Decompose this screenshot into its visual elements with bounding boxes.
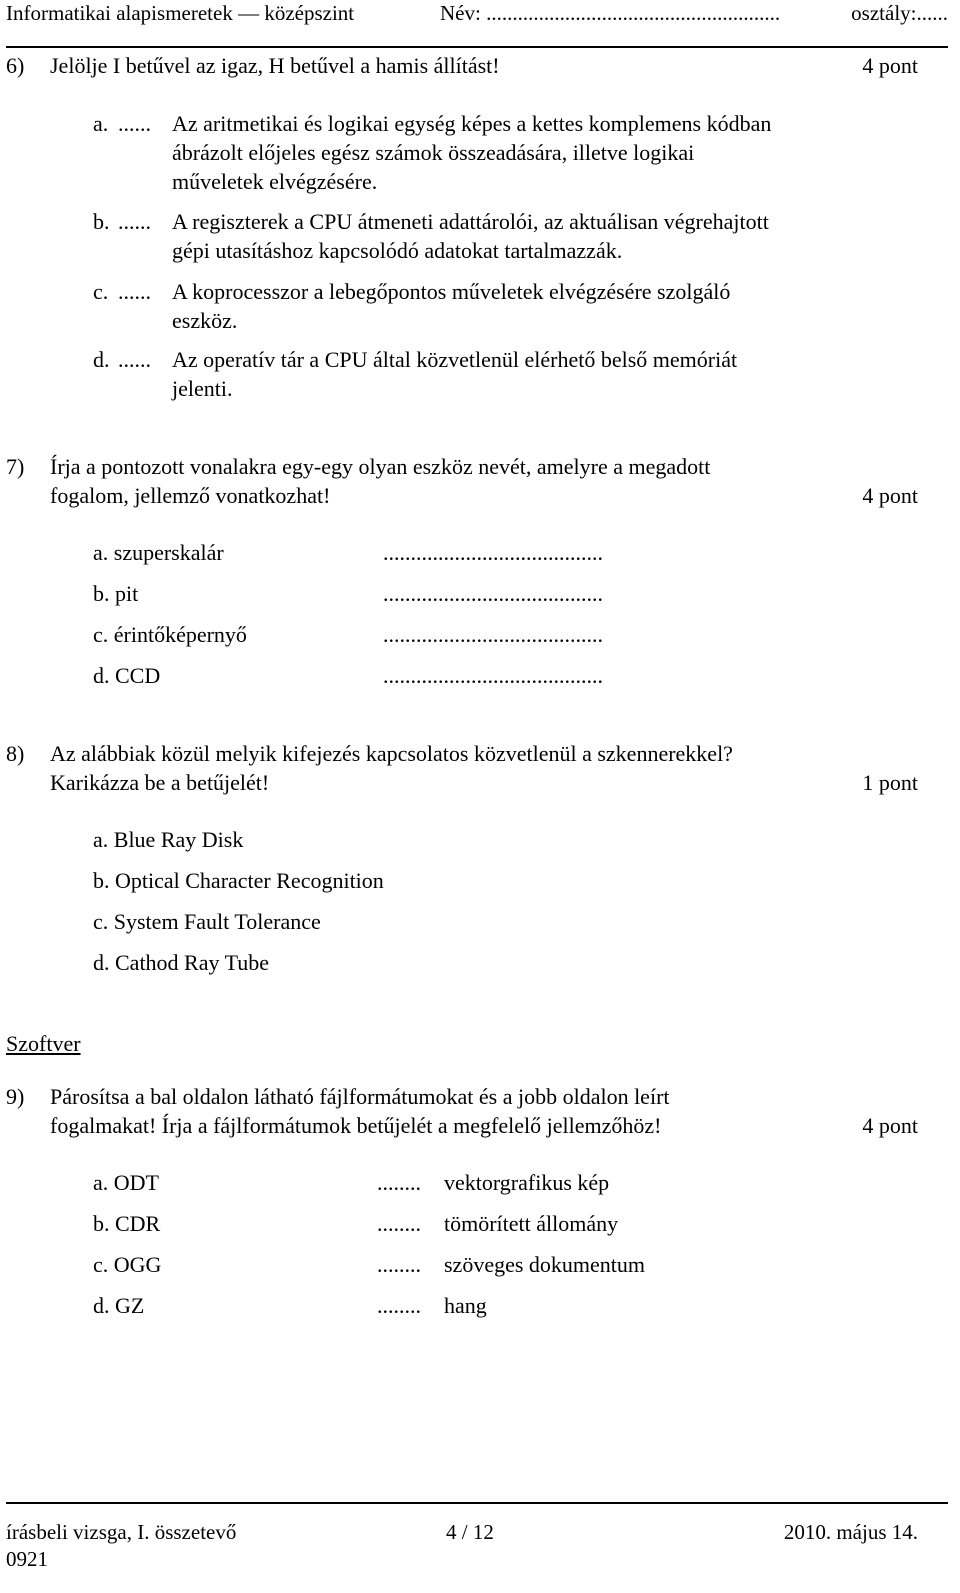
q9-points: 4 pont (862, 1113, 918, 1138)
q6-item-d-line2: jelenti. (172, 376, 233, 401)
q9-blank-1[interactable]: ........ (377, 1170, 421, 1195)
q9-description-3: szöveges dokumentum (444, 1252, 646, 1277)
q6-item-a-label: a. (93, 111, 109, 136)
header-name-field: Név: ........................................................ (440, 1, 781, 25)
footer-exam-label: írásbeli vizsga, I. összetevő (6, 1520, 237, 1544)
q6-item-c-line2: eszköz. (172, 308, 238, 333)
q6-item-d-line1: Az operatív tár a CPU által közvetlenül elérhető belső memóriát (172, 347, 738, 372)
q9-blank-4[interactable]: ........ (377, 1293, 421, 1318)
section-title: Szoftver (6, 1031, 81, 1056)
q6-number: 6) (6, 53, 25, 78)
footer-code: 0921 (6, 1547, 48, 1571)
q9-format-a: a. ODT (93, 1170, 159, 1195)
q8-points: 1 pont (862, 770, 918, 795)
q9-format-d: d. GZ (93, 1293, 145, 1318)
q7-number: 7) (6, 454, 25, 479)
q6-item-a-line2: ábrázolt előjeles egész számok összeadására, illetve logikai (172, 140, 695, 165)
q9-description-4: hang (444, 1293, 487, 1318)
q6-item-d-label: d. (93, 347, 110, 372)
footer-date: 2010. május 14. (783, 1520, 918, 1544)
q9-number: 9) (6, 1084, 25, 1109)
q6-item-b-blank[interactable]: ...... (118, 209, 151, 234)
q6-item-a-line1: Az aritmetikai és logikai egység képes a kettes komplemens kódban (172, 111, 772, 136)
header-subject: Informatikai alapismeretek — középszint (6, 1, 355, 25)
q9-blank-3[interactable]: ........ (377, 1252, 421, 1277)
q7-prompt-line1: Írja a pontozott vonalakra egy-egy olyan eszköz nevét, amelyre a megadott (50, 454, 711, 479)
q6-item-b-line2: gépi utasításhoz kapcsolódó adatokat tartalmazzák. (172, 238, 623, 263)
q6-item-d-blank[interactable]: ...... (118, 347, 151, 372)
q9-prompt-line2: fogalmakat! Írja a fájlformátumok betűjelét a megfelelő jellemzőhöz! (50, 1113, 662, 1138)
q6-item-a-blank[interactable]: ...... (118, 111, 151, 136)
q8-option-c[interactable]: c. System Fault Tolerance (93, 909, 321, 934)
q6-item-c-label: c. (93, 279, 109, 304)
q7-answer-a[interactable]: ........................................ (383, 540, 603, 565)
q8-option-a[interactable]: a. Blue Ray Disk (93, 827, 244, 852)
footer-rule (6, 1502, 948, 1504)
q6-item-b-line1: A regiszterek a CPU átmeneti adattárolói, az aktuálisan végrehajtott (172, 209, 769, 234)
q9-format-b: b. CDR (93, 1211, 161, 1236)
q7-points: 4 pont (862, 483, 918, 508)
q9-description-1: vektorgrafikus kép (444, 1170, 610, 1195)
header-class-field: osztály:...... (851, 1, 948, 25)
q8-option-b[interactable]: b. Optical Character Recognition (93, 868, 384, 893)
q7-answer-c[interactable]: ........................................ (383, 622, 603, 647)
q7-answer-d[interactable]: ........................................ (383, 663, 603, 688)
q6-item-c-line1: A koprocesszor a lebegőpontos műveletek elvégzésére szolgáló (172, 279, 731, 304)
q7-answer-b[interactable]: ........................................ (383, 581, 603, 606)
q8-option-d[interactable]: d. Cathod Ray Tube (93, 950, 270, 975)
q6-prompt: Jelölje I betűvel az igaz, H betűvel a hamis állítást! (50, 53, 500, 78)
q6-item-a-line3: műveletek elvégzésére. (172, 169, 378, 194)
q7-item-b: b. pit (93, 581, 139, 606)
q9-description-2: tömörített állomány (444, 1211, 619, 1236)
q8-prompt-line2: Karikázza be a betűjelét! (50, 770, 270, 795)
header-rule (6, 46, 948, 48)
q9-prompt-line1: Párosítsa a bal oldalon látható fájlformátumokat és a jobb oldalon leírt (50, 1084, 670, 1109)
q7-prompt-line2: fogalom, jellemző vonatkozhat! (50, 483, 331, 508)
q6-item-b-label: b. (93, 209, 110, 234)
footer-page-number: 4 / 12 (446, 1520, 494, 1544)
q9-format-c: c. OGG (93, 1252, 162, 1277)
q7-item-d: d. CCD (93, 663, 161, 688)
q8-number: 8) (6, 741, 25, 766)
q6-item-c-blank[interactable]: ...... (118, 279, 151, 304)
q9-blank-2[interactable]: ........ (377, 1211, 421, 1236)
q6-points: 4 pont (862, 53, 918, 78)
q8-prompt-line1: Az alábbiak közül melyik kifejezés kapcsolatos közvetlenül a szkennerekkel? (50, 741, 733, 766)
page-header (6, 0, 948, 28)
q7-item-a: a. szuperskalár (93, 540, 224, 565)
q7-item-c: c. érintőképernyő (93, 622, 247, 647)
